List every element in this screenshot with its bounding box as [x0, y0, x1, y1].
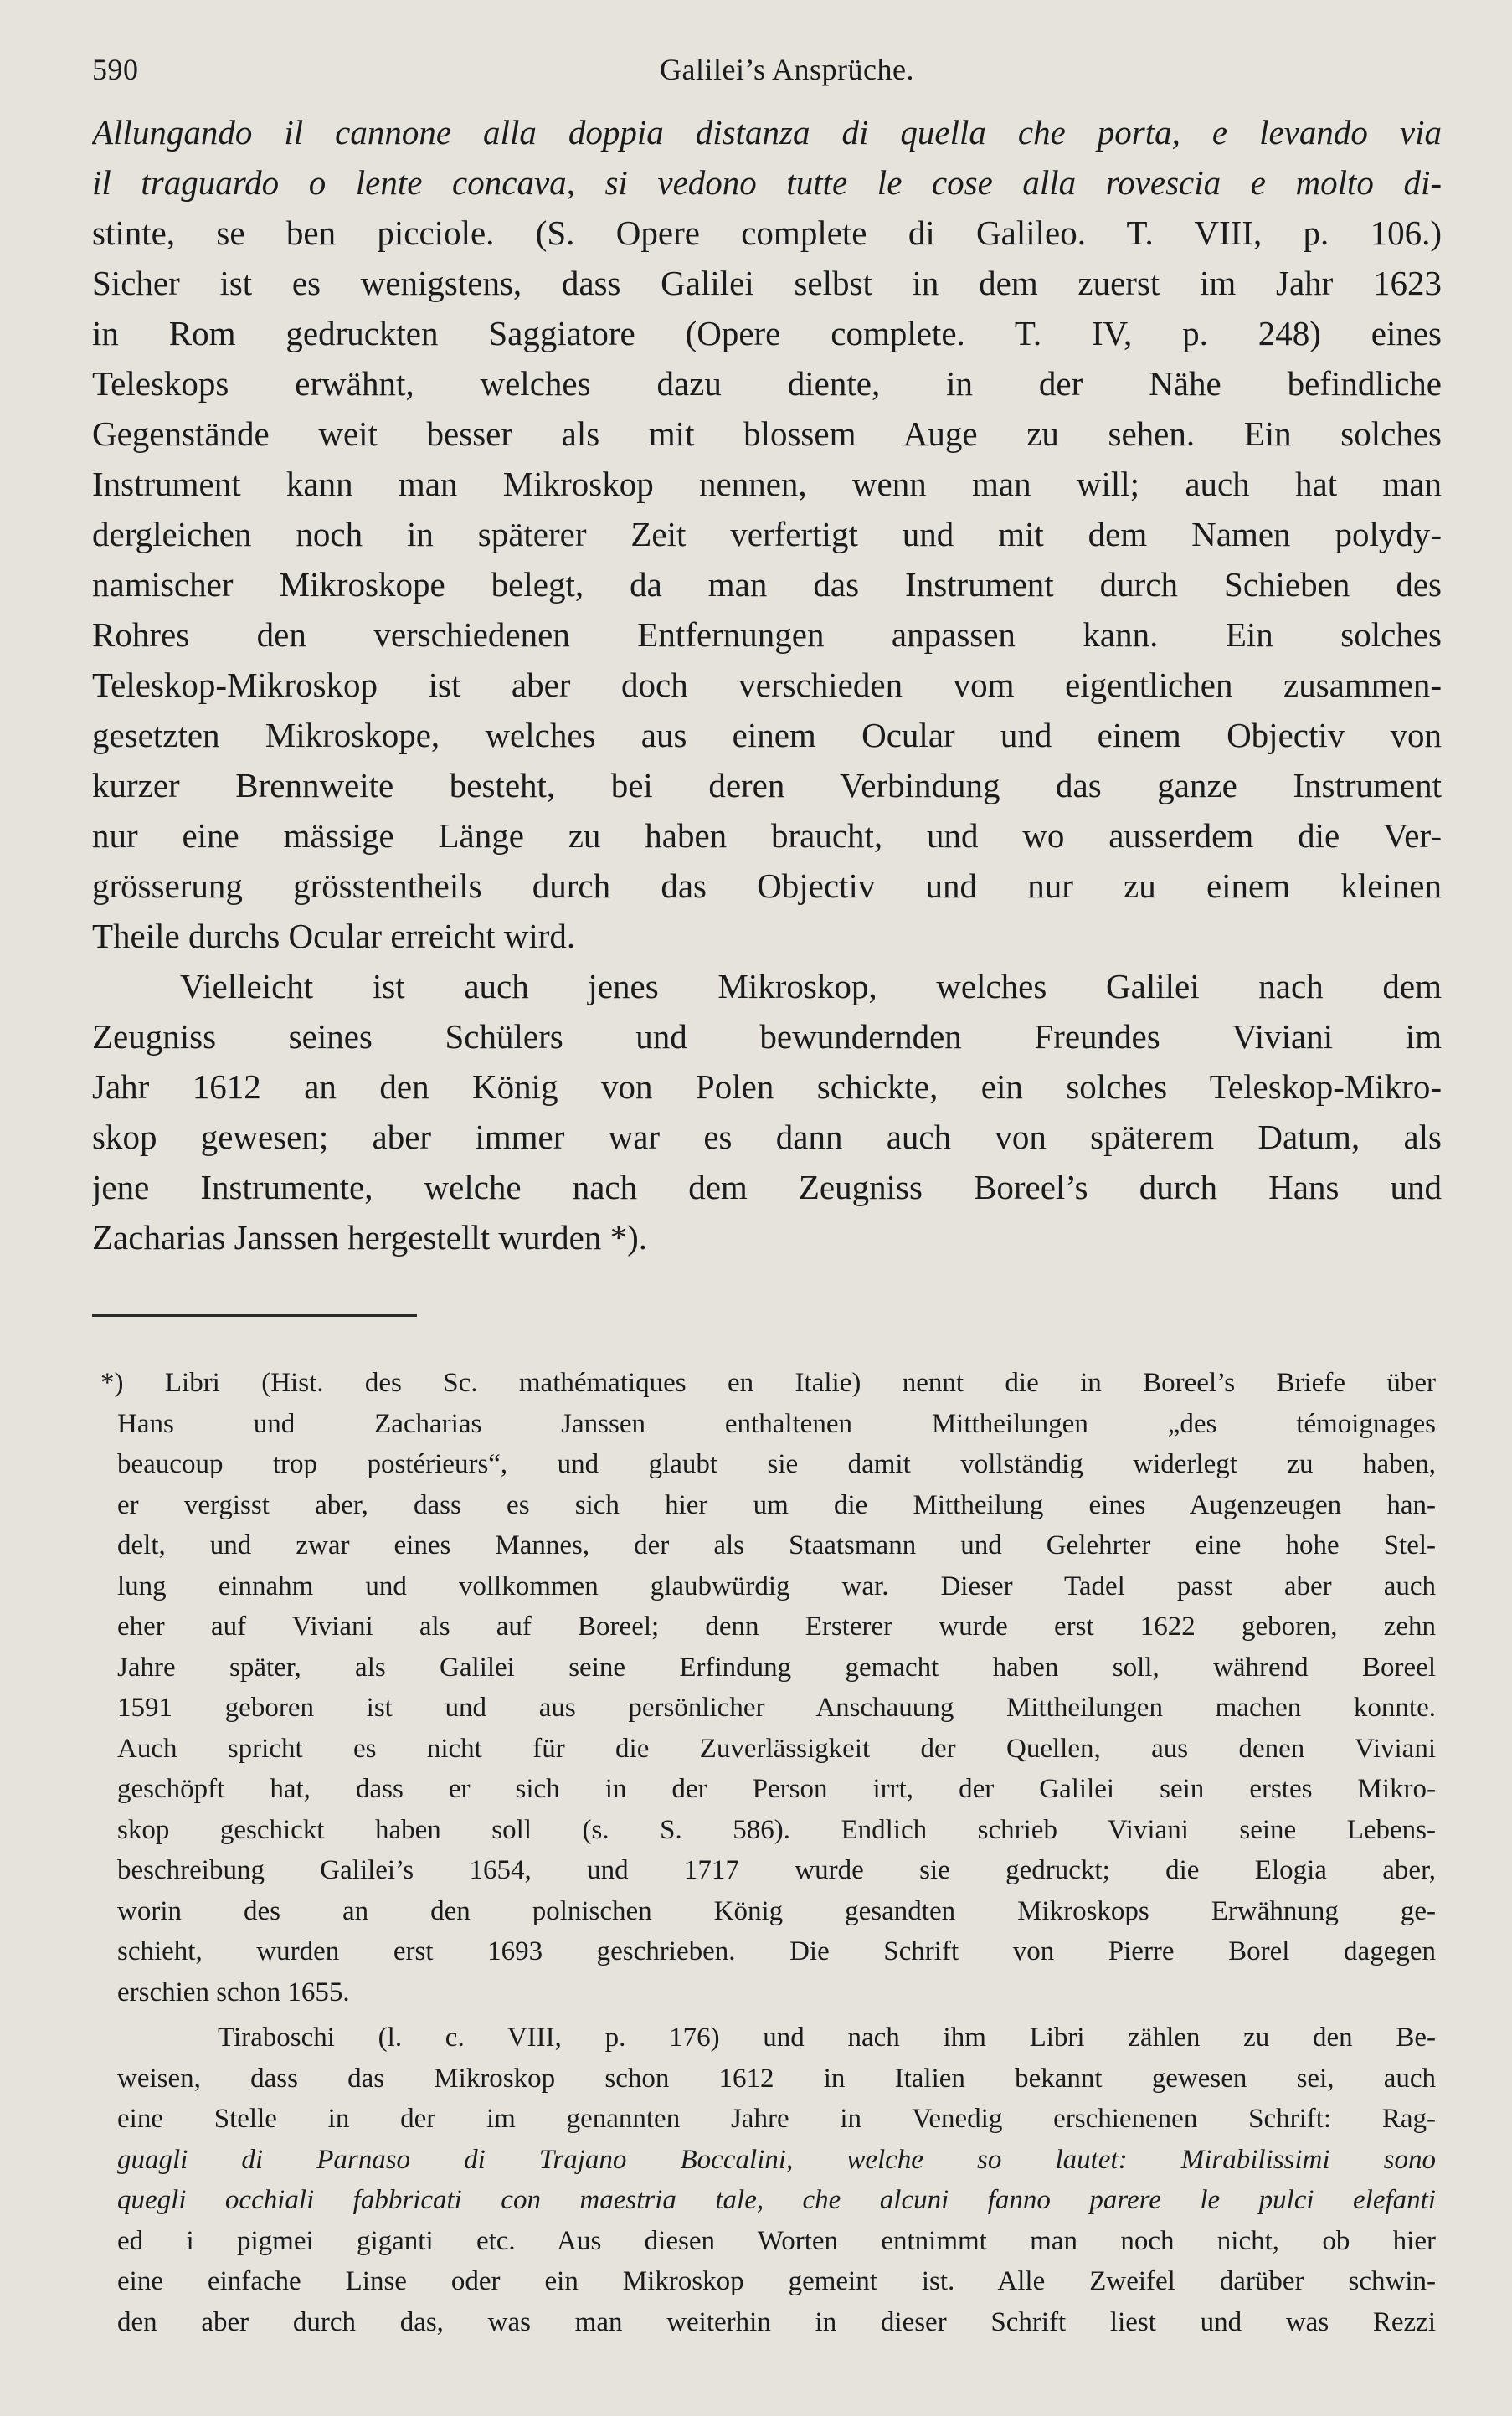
text-line: grösserung grösstentheils durch das Objectiv und nur zu einem kleinen	[92, 866, 1442, 905]
text-line: Zeugniss seines Schülers und bewundernden Freundes Viviani im	[92, 1017, 1442, 1056]
text-line: gesetzten Mikroskope, welches aus einem Ocular und einem Objectiv von	[92, 716, 1442, 754]
text-line: in Rom gedruckten Saggiatore (Opere complete. T. IV, p. 248) eines	[92, 314, 1442, 352]
footnote-line: Jahre später, als Galilei seine Erfindung gemacht haben soll, während Boreel	[117, 1652, 1436, 1683]
text-line: stinte, se ben picciole. (S. Opere complete di Galileo. T. VIII, p. 106.)	[92, 213, 1442, 252]
footnote-line: eher auf Viviani als auf Boreel; denn Ersterer wurde erst 1622 geboren, zehn	[117, 1612, 1436, 1642]
text-line: Instrument kann man Mikroskop nennen, wenn man will; auch hat man	[92, 465, 1442, 503]
footnote-line: eine einfache Linse oder ein Mikroskop gemeint ist. Alle Zweifel darüber schwin-	[117, 2266, 1436, 2296]
text-line: Sicher ist es wenigstens, dass Galilei selbst in dem zuerst im Jahr 1623	[92, 264, 1442, 302]
text-line: nur eine mässige Länge zu haben braucht, und wo ausserdem die Ver-	[92, 816, 1442, 855]
footnote-line: lung einnahm und vollkommen glaubwürdig war. Dieser Tadel passt aber auch	[117, 1570, 1436, 1601]
text-line: Theile durchs Ocular erreicht wird.	[92, 917, 576, 955]
footnote-line: geschöpft hat, dass er sich in der Person irrt, der Galilei sein erstes Mikro-	[117, 1774, 1436, 1804]
footnote-line: eine Stelle in der im genannten Jahre in Venedig erschienenen Schrift: Rag-	[117, 2104, 1436, 2134]
text-line: namischer Mikroskope belegt, da man das Instrument durch Schieben des	[92, 565, 1442, 604]
text-line: Zacharias Janssen hergestellt wurden *).	[92, 1218, 647, 1257]
footnote-line: weisen, dass das Mikroskop schon 1612 in Italien bekannt gewesen sei, auch	[117, 2063, 1436, 2094]
text-line: Jahr 1612 an den König von Polen schickte, ein solches Teleskop-Mikro-	[92, 1067, 1442, 1106]
footnote-line: erschien schon 1655.	[117, 1976, 350, 2007]
footnote-line: *) Libri (Hist. des Sc. mathématiques en Italie) nennt die in Boreel’s Briefe über	[100, 1368, 1436, 1398]
footnote-line: den aber durch das, was man weiterhin in dieser Schrift liest und was Rezzi	[117, 2306, 1436, 2337]
footnote-line: Hans und Zacharias Janssen enthaltenen Mittheilungen „des témoignages	[117, 1408, 1436, 1439]
text-line: Teleskop-Mikroskop ist aber doch verschieden vom eigentlichen zusammen-	[92, 666, 1442, 704]
footnote-line: beschreibung Galilei’s 1654, und 1717 wurde sie gedruckt; die Elogia aber,	[117, 1855, 1436, 1885]
footnote-line: skop geschickt haben soll (s. S. 586). Endlich schrieb Viviani seine Lebens-	[117, 1814, 1436, 1845]
text-line: Rohres den verschiedenen Entfernungen anpassen kann. Ein solches	[92, 615, 1442, 654]
text-line: dergleichen noch in späterer Zeit verfertigt und mit dem Namen polydy-	[92, 515, 1442, 553]
footnote-divider	[92, 1314, 417, 1317]
running-title: Galilei’s Ansprüche.	[660, 53, 914, 86]
footnote-line: beaucoup trop postérieurs“, und glaubt sie damit vollständig widerlegt zu haben,	[117, 1449, 1436, 1479]
footnote-block	[100, 1363, 1436, 2342]
text-line: skop gewesen; aber immer war es dann auch von späterem Datum, als	[92, 1118, 1442, 1156]
page-number: 590	[92, 53, 139, 86]
text-line: Vielleicht ist auch jenes Mikroskop, welches Galilei nach dem	[180, 967, 1442, 1005]
footnote-line: 1591 geboren ist und aus persönlicher Anschauung Mittheilungen machen konnte.	[117, 1693, 1436, 1723]
text-line: Teleskops erwähnt, welches dazu diente, in der Nähe befindliche	[92, 364, 1442, 403]
text-line: il traguardo o lente concava, si vedono tutte le cose alla rovescia e molto di-	[92, 163, 1442, 202]
page-header	[92, 52, 1448, 94]
text-line: Gegenstände weit besser als mit blossem Auge zu sehen. Ein solches	[92, 414, 1442, 453]
footnote-line: quegli occhiali fabbricati con maestria tale, che alcuni fanno parere le pulci elefanti	[117, 2185, 1436, 2215]
text-line: jene Instrumente, welche nach dem Zeugniss Boreel’s durch Hans und	[92, 1168, 1442, 1206]
footnote-line: worin des an den polnischen König gesandten Mikroskops Erwähnung ge-	[117, 1895, 1436, 1926]
footnote-line: er vergisst aber, dass es sich hier um die Mittheilung eines Augenzeugen han-	[117, 1489, 1436, 1520]
text-line: Allungando il cannone alla doppia distanza di quella che porta, e levando via	[92, 113, 1442, 152]
footnote-line: schieht, wurden erst 1693 geschrieben. Die Schrift von Pierre Borel dagegen	[117, 1936, 1436, 1966]
main-text-block	[92, 107, 1442, 1262]
footnote-line: ed i pigmei giganti etc. Aus diesen Worten entnimmt man noch nicht, ob hier	[117, 2225, 1436, 2256]
footnote-line: Tiraboschi (l. c. VIII, p. 176) und nach ihm Libri zählen zu den Be-	[218, 2023, 1436, 2053]
footnote-line: guagli di Parnaso di Trajano Boccalini, welche so lautet: Mirabilissimi sono	[117, 2144, 1436, 2175]
footnote-line: delt, und zwar eines Mannes, der als Staatsmann und Gelehrter eine hohe Stel-	[117, 1530, 1436, 1560]
footnote-line: Auch spricht es nicht für die Zuverlässigkeit der Quellen, aus denen Viviani	[117, 1733, 1436, 1764]
text-line: kurzer Brennweite besteht, bei deren Verbindung das ganze Instrument	[92, 766, 1442, 804]
